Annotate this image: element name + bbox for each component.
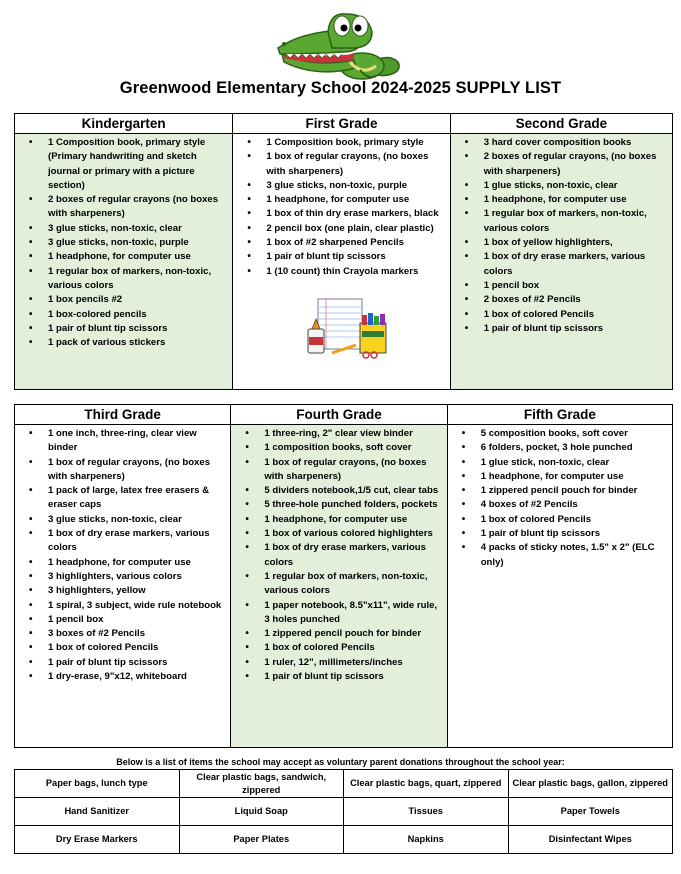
supply-item: • 1 pair of blunt tip scissors <box>246 250 445 264</box>
supply-item: • 5 composition books, soft cover <box>461 427 668 441</box>
supply-item: • 1 regular box of markers, non-toxic, various colors <box>464 207 668 236</box>
supply-item: • 1 headphone, for computer use <box>464 193 668 207</box>
supply-list <box>464 136 668 336</box>
donation-item: Hand Sanitizer <box>15 798 180 826</box>
donation-item: Clear plastic bags, sandwich, zippered <box>179 770 344 798</box>
supply-item: • 1 headphone, for computer use <box>246 193 445 207</box>
supply-list <box>246 136 445 279</box>
page-title: Greenwood Elementary School 2024-2025 SUPPLY LIST <box>119 79 562 97</box>
supply-item: • 3 highlighters, yellow <box>28 584 226 598</box>
supply-table-upper-grades <box>14 113 673 390</box>
supply-item: • 1 pair of blunt tip scissors <box>464 322 668 336</box>
supply-item: • 1 Composition book, primary style (Primary handwriting and sketch journal or primary with a picture section) <box>28 136 228 193</box>
donation-item: Clear plastic bags, gallon, zippered <box>508 770 673 798</box>
supply-item: • 1 box of regular crayons, (no boxes with sharpeners) <box>28 456 226 485</box>
supply-item: • 1 Composition book, primary style <box>246 136 445 150</box>
donation-item: Disinfectant Wipes <box>508 826 673 854</box>
donation-item: Paper Towels <box>508 798 673 826</box>
supply-item: • 1 headphone, for computer use <box>244 513 442 527</box>
donation-row <box>15 798 673 826</box>
supply-item: • 1 spiral, 3 subject, wide rule notebook <box>28 599 226 613</box>
supply-item: • 1 box of dry erase markers, various colors <box>244 541 442 570</box>
donation-item: Clear plastic bags, quart, zippered <box>344 770 509 798</box>
supply-item: • 1 ruler, 12", millimeters/inches <box>244 656 442 670</box>
supply-item: • 1 box of colored Pencils <box>28 641 226 655</box>
alligator-mascot-icon <box>272 8 412 82</box>
supply-item: • 2 pencil box (one plain, clear plastic) <box>246 222 445 236</box>
supply-item: • 2 boxes of #2 Pencils <box>464 293 668 307</box>
donation-item: Liquid Soap <box>179 798 344 826</box>
grade-heading: Fifth Grade <box>448 405 672 425</box>
supply-item: • 4 packs of sticky notes, 1.5" x 2" (ELC only) <box>461 541 668 570</box>
grade-column-fourth-grade <box>231 405 447 747</box>
supply-item: • 1 three-ring, 2" clear view binder <box>244 427 442 441</box>
supply-item: • 3 highlighters, various colors <box>28 570 226 584</box>
supply-item: • 1 headphone, for computer use <box>461 470 668 484</box>
supply-item: • 1 pair of blunt tip scissors <box>28 656 226 670</box>
donation-item: Dry Erase Markers <box>15 826 180 854</box>
supply-item: • 1 one inch, three-ring, clear view binder <box>28 427 226 456</box>
supply-item: • 1 box of thin dry erase markers, black <box>246 207 445 221</box>
supply-list <box>28 427 226 684</box>
donation-item: Napkins <box>344 826 509 854</box>
supply-item: • 2 boxes of regular crayons, (no boxes with sharpeners) <box>464 150 668 179</box>
supply-item: • 1 box of yellow highlighters, <box>464 236 668 250</box>
supply-item: • 1 box-colored pencils <box>28 308 228 322</box>
supply-item: • 1 box of colored Pencils <box>461 513 668 527</box>
supply-item: • 1 (10 count) thin Crayola markers <box>246 265 445 279</box>
supply-list <box>28 136 228 350</box>
supply-list <box>461 427 668 570</box>
donation-item: Tissues <box>344 798 509 826</box>
grade-heading: Second Grade <box>451 114 672 134</box>
supply-item: • 1 box of colored Pencils <box>244 641 442 655</box>
grade-heading: Third Grade <box>15 405 230 425</box>
supply-item: • 1 box of regular crayons, (no boxes with sharpeners) <box>244 456 442 485</box>
donation-item: Paper bags, lunch type <box>15 770 180 798</box>
supply-item: • 1 pack of large, latex free erasers & eraser caps <box>28 484 226 513</box>
supply-table-lower-grades <box>14 404 673 748</box>
supply-item: • 1 box of colored Pencils <box>464 308 668 322</box>
supply-item: • 3 boxes of #2 Pencils <box>28 627 226 641</box>
supply-item: • 5 dividers notebook,1/5 cut, clear tabs <box>244 484 442 498</box>
supply-item: • 3 hard cover composition books <box>464 136 668 150</box>
grade-column-fifth-grade <box>448 405 672 747</box>
supply-item: • 1 regular box of markers, non-toxic, various colors <box>244 570 442 599</box>
supply-item: • 1 composition books, soft cover <box>244 441 442 455</box>
supply-item: • 3 glue sticks, non-toxic, clear <box>28 222 228 236</box>
supply-item: • 1 pair of blunt tip scissors <box>28 322 228 336</box>
supply-item: • 3 glue sticks, non-toxic, purple <box>28 236 228 250</box>
supply-item: • 1 headphone, for computer use <box>28 250 228 264</box>
grade-column-third-grade <box>15 405 231 747</box>
supply-item: • 1 pack of various stickers <box>28 336 228 350</box>
donation-row <box>15 770 673 798</box>
supply-item: • 1 pair of blunt tip scissors <box>461 527 668 541</box>
supply-item: • 1 glue sticks, non-toxic, clear <box>464 179 668 193</box>
donation-row <box>15 826 673 854</box>
supply-list <box>244 427 442 684</box>
supply-item: • 3 glue sticks, non-toxic, purple <box>246 179 445 193</box>
grade-heading: Kindergarten <box>15 114 232 134</box>
supply-item: • 1 regular box of markers, non-toxic, various colors <box>28 265 228 294</box>
supply-item: • 1 box of regular crayons, (no boxes with sharpeners) <box>246 150 445 179</box>
supply-item: • 1 box of dry erase markers, various colors <box>28 527 226 556</box>
supply-item: • 1 box of various colored highlighters <box>244 527 442 541</box>
supply-item: • 1 zippered pencil pouch for binder <box>461 484 668 498</box>
supply-item: • 1 dry-erase, 9"x12, whiteboard <box>28 670 226 684</box>
supply-item: • 1 box pencils #2 <box>28 293 228 307</box>
supply-item: • 3 glue sticks, non-toxic, clear <box>28 513 226 527</box>
donation-table <box>14 769 673 854</box>
grade-column-kindergarten <box>15 114 233 389</box>
supply-item: • 2 boxes of regular crayons (no boxes with sharpeners) <box>28 193 228 222</box>
donation-note: Below is a list of items the school may accept as voluntary parent donations throughout the school year: <box>116 757 565 767</box>
supply-item: • 1 paper notebook, 8.5"x11", wide rule, 3 holes punched <box>244 599 442 628</box>
supply-item: • 1 pair of blunt tip scissors <box>244 670 442 684</box>
grade-column-second-grade <box>451 114 672 389</box>
supply-item: • 6 folders, pocket, 3 hole punched <box>461 441 668 455</box>
supply-item: • 1 zippered pencil pouch for binder <box>244 627 442 641</box>
supply-item: • 1 box of dry erase markers, various colors <box>464 250 668 279</box>
grade-column-first-grade <box>233 114 450 389</box>
supply-item: • 1 pencil box <box>464 279 668 293</box>
supply-item: • 5 three-hole punched folders, pockets <box>244 498 442 512</box>
supply-item: • 1 glue stick, non-toxic, clear <box>461 456 668 470</box>
supply-item: • 4 boxes of #2 Pencils <box>461 498 668 512</box>
grade-heading: Fourth Grade <box>231 405 446 425</box>
supply-item: • 1 headphone, for computer use <box>28 556 226 570</box>
grade-heading: First Grade <box>233 114 449 134</box>
supply-item: • 1 box of #2 sharpened Pencils <box>246 236 445 250</box>
supply-item: • 1 pencil box <box>28 613 226 627</box>
donation-item: Paper Plates <box>179 826 344 854</box>
school-supplies-clipart-icon <box>304 297 390 359</box>
